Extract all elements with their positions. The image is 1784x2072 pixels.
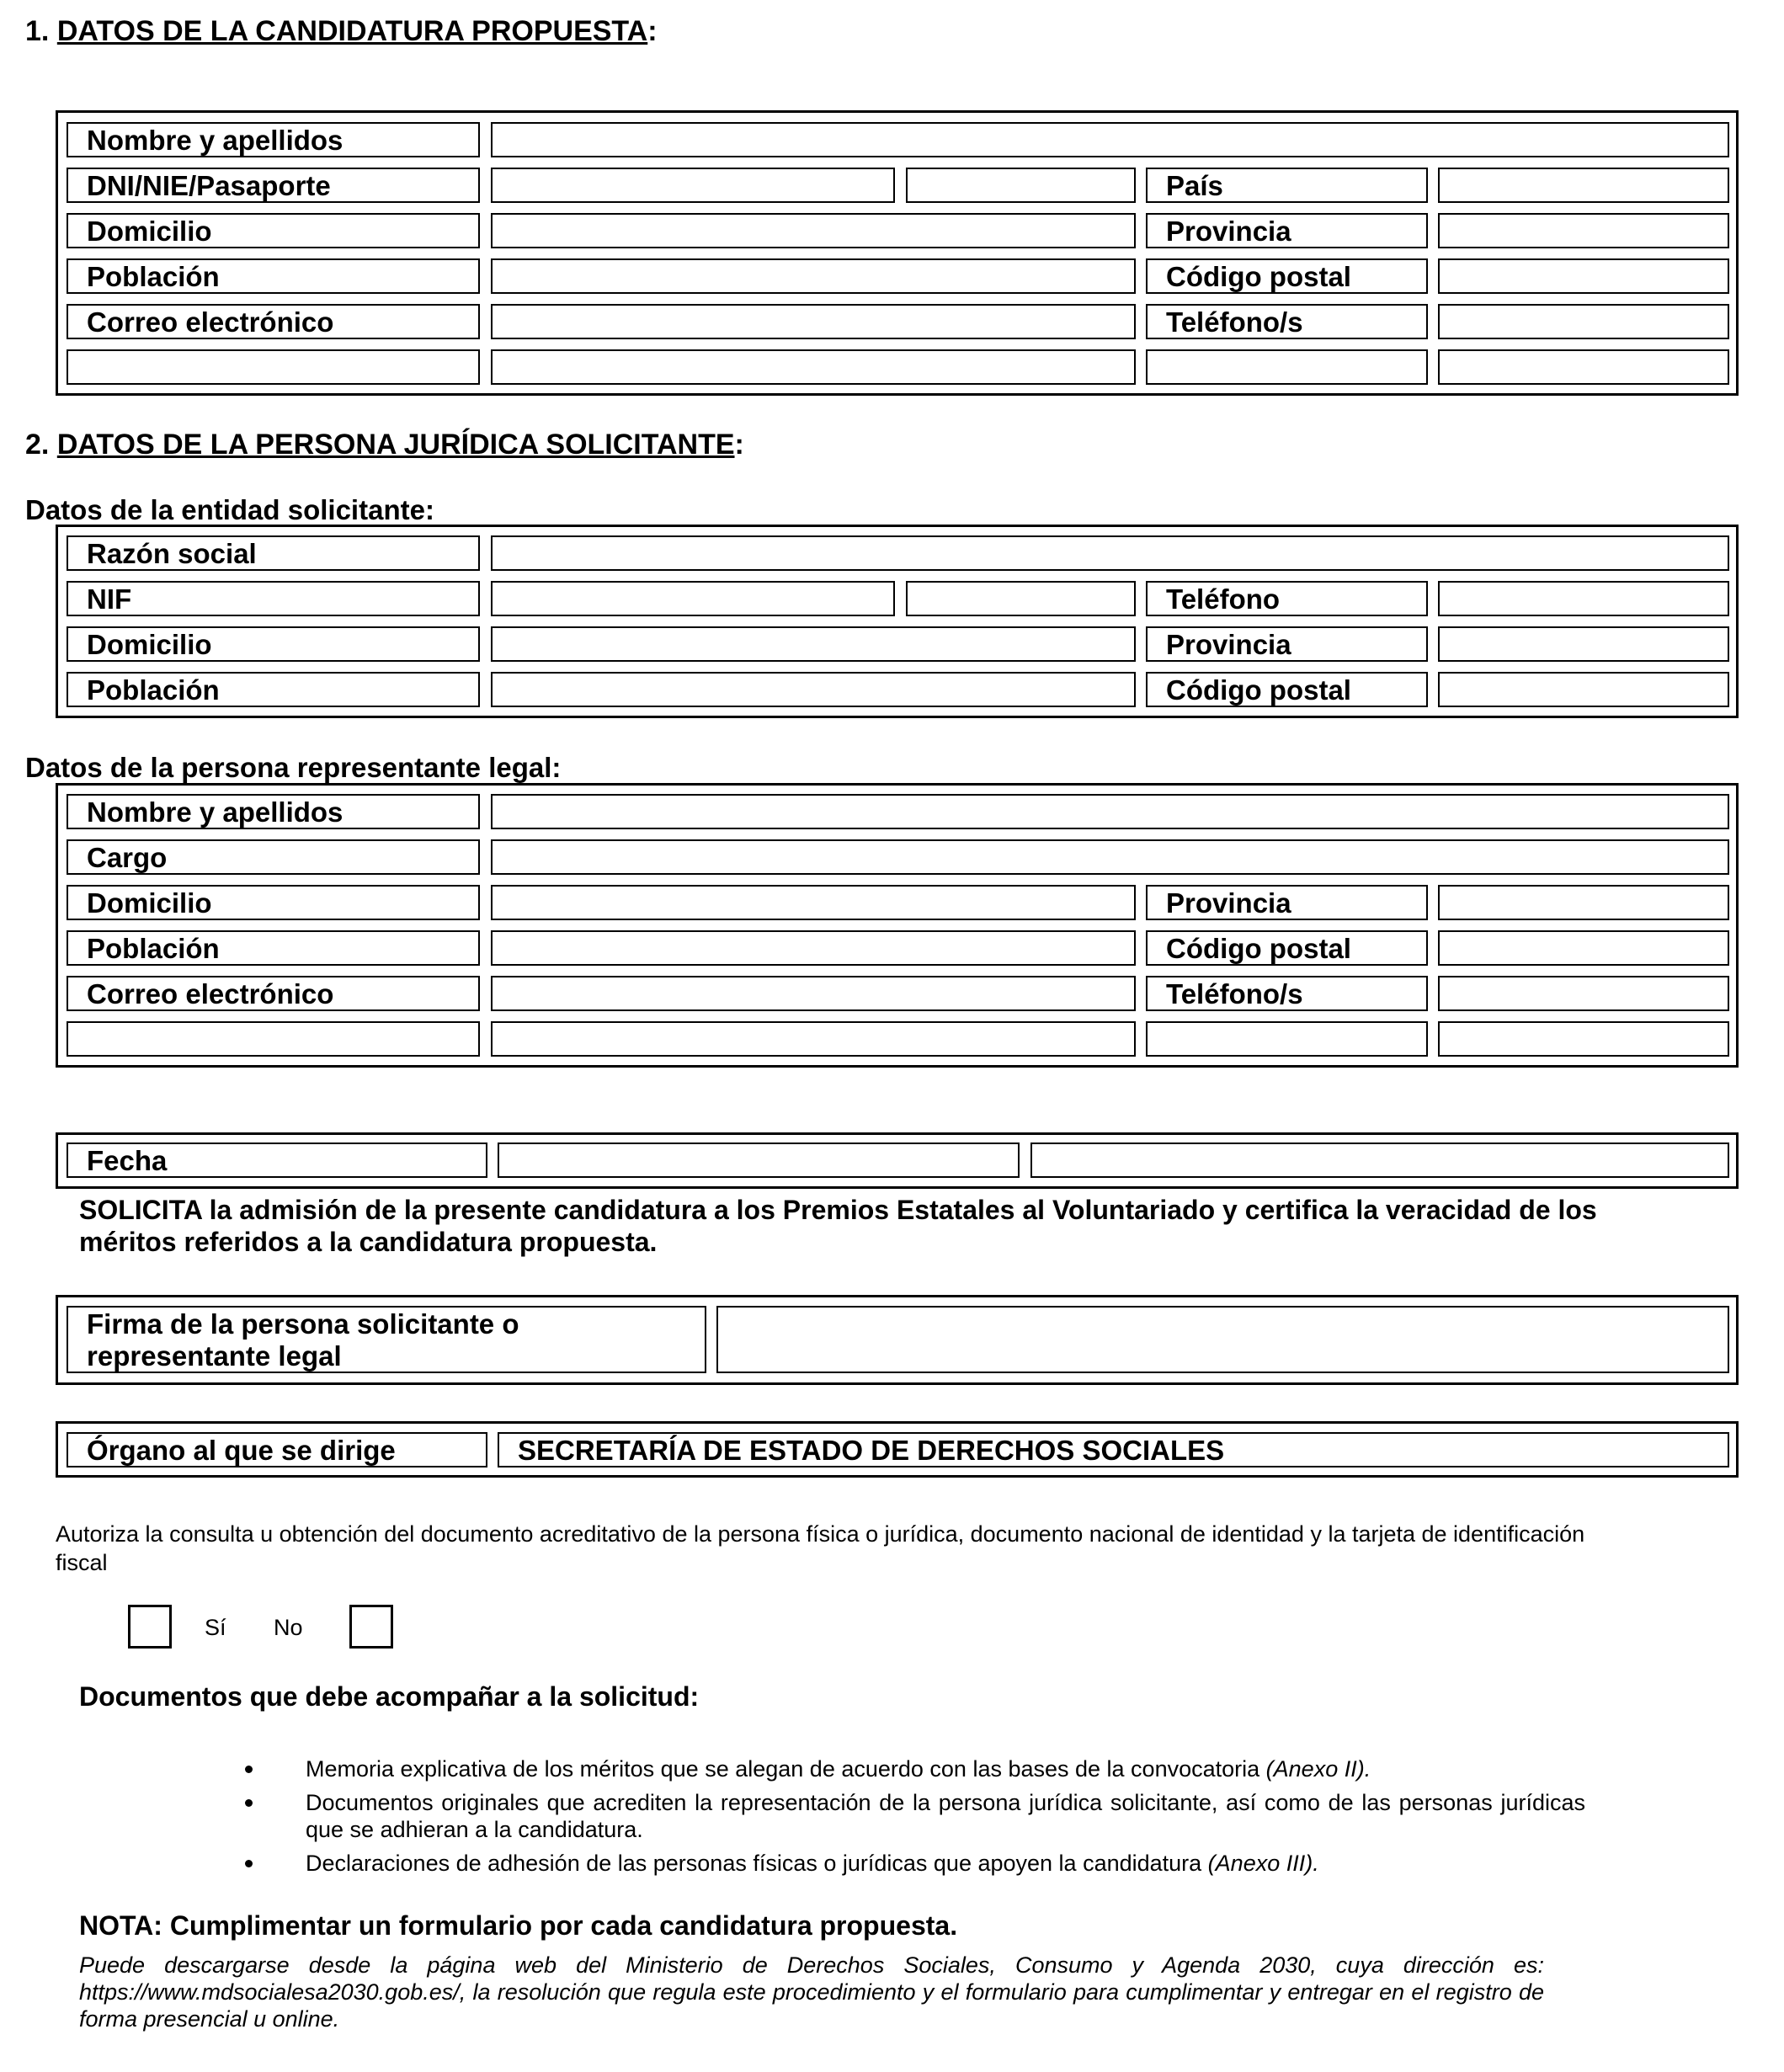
input-domicilio-rep[interactable] [491,885,1136,920]
input-domicilio-entidad[interactable] [491,626,1136,662]
entidad-heading: Datos de la entidad solicitante: [25,494,434,525]
representante-heading: Datos de la persona representante legal: [25,752,562,783]
input-extra-1[interactable] [67,349,480,385]
section-1-title: 1. DATOS DE LA CANDIDATURA PROPUESTA: [25,15,658,47]
documento-ref: (Anexo II). [1265,1756,1371,1782]
input-rep-extra-3[interactable] [1146,1021,1428,1057]
input-provincia[interactable] [1438,213,1729,248]
input-rep-extra-2[interactable] [491,1021,1136,1057]
section-1-number: 1. [25,15,50,47]
input-extra-2[interactable] [491,349,1136,385]
bullet-icon [245,1799,253,1807]
label-poblacion-entidad: Población [67,672,480,707]
input-cp-entidad[interactable] [1438,672,1729,707]
label-poblacion: Población [67,258,480,294]
section-2-title-text: DATOS DE LA PERSONA JURÍDICA SOLICITANTE [56,429,735,461]
input-cp-rep[interactable] [1438,930,1729,966]
documento-text: Declaraciones de adhesión de las personas físicas o jurídicas que apoyen la candidatura [306,1851,1208,1876]
label-no: No [274,1615,303,1640]
label-domicilio-entidad: Domicilio [67,626,480,662]
checkbox-si[interactable] [128,1605,172,1649]
input-poblacion-entidad[interactable] [491,672,1136,707]
input-rep-extra-4[interactable] [1438,1021,1729,1057]
nota-text: Puede descargarse desde la página web del Ministerio de Derechos Sociales, Consumo y Agenda 2030, cuya dirección es: https://www.mdsocialesa2030.gob.es/, la resolución que regula este procedimiento y el formulario para cumplimentar y entregar en el registro de forma presencial u online. [79,1952,1544,2032]
label-codigo-postal: Código postal [1146,258,1428,294]
input-pais[interactable] [1438,168,1729,203]
input-correo-rep[interactable] [491,976,1136,1011]
label-provincia-entidad: Provincia [1146,626,1428,662]
input-correo[interactable] [491,304,1136,339]
label-provincia: Provincia [1146,213,1428,248]
input-provincia-rep[interactable] [1438,885,1729,920]
documento-text: Memoria explicativa de los méritos que se alegan de acuerdo con las bases de la convocatoria [306,1756,1266,1782]
label-nombre-rep: Nombre y apellidos [67,794,480,829]
label-nif: NIF [67,581,480,616]
input-razon-social[interactable] [491,535,1729,571]
documento-item [306,1789,1585,1843]
label-cp-entidad: Código postal [1146,672,1428,707]
label-correo: Correo electrónico [67,304,480,339]
label-telefonos-rep: Teléfono/s [1146,976,1428,1011]
input-extra-3[interactable] [1146,349,1428,385]
section-2-title: 2. DATOS DE LA PERSONA JURÍDICA SOLICITANTE: [25,429,744,461]
input-telefono-entidad[interactable] [1438,581,1729,616]
input-cargo[interactable] [491,839,1729,875]
label-cp-rep: Código postal [1146,930,1428,966]
label-telefono-entidad: Teléfono [1146,581,1428,616]
input-nif[interactable] [491,581,895,616]
label-dni: DNI/NIE/Pasaporte [67,168,480,203]
input-dni[interactable] [491,168,895,203]
input-provincia-entidad[interactable] [1438,626,1729,662]
label-si: Sí [205,1615,226,1640]
label-poblacion-rep: Población [67,930,480,966]
autoriza-text: Autoriza la consulta u obtención del documento acreditativo de la persona física o jurídica, documento nacional de identidad y la tarjeta de identificación fiscal [56,1521,1585,1575]
checkbox-no[interactable] [349,1605,393,1649]
label-nombre: Nombre y apellidos [67,122,480,157]
section-2-number: 2. [25,429,50,461]
documento-ref: (Anexo III). [1207,1851,1319,1876]
organo-value: SECRETARÍA DE ESTADO DE DERECHOS SOCIALES [498,1432,1729,1467]
documento-text: Documentos originales que acrediten la representación de la persona jurídica solicitante, así como de las personas jurídicas que se adhieran a la candidatura. [306,1790,1585,1842]
input-nif-extra[interactable] [906,581,1136,616]
input-extra-4[interactable] [1438,349,1729,385]
input-codigo-postal[interactable] [1438,258,1729,294]
input-telefonos-rep[interactable] [1438,976,1729,1011]
input-nombre[interactable] [491,122,1729,157]
solicita-text: SOLICITA la admisión de la presente candidatura a los Premios Estatales al Voluntariado y certifica la veracidad de los méritos referidos a la candidatura propuesta. [79,1195,1597,1257]
bullet-icon [245,1860,253,1867]
label-provincia-rep: Provincia [1146,885,1428,920]
input-fecha-2[interactable] [1030,1143,1729,1178]
input-fecha-1[interactable] [498,1143,1020,1178]
label-correo-rep: Correo electrónico [67,976,480,1011]
label-organo: Órgano al que se dirige [67,1432,487,1467]
input-poblacion-rep[interactable] [491,930,1136,966]
label-telefonos: Teléfono/s [1146,304,1428,339]
input-dni-extra[interactable] [906,168,1136,203]
label-domicilio: Domicilio [67,213,480,248]
input-poblacion[interactable] [491,258,1136,294]
label-cargo: Cargo [67,839,480,875]
documento-item [306,1850,1585,1877]
documentos-list [306,1755,1585,1883]
input-telefonos[interactable] [1438,304,1729,339]
label-pais: País [1146,168,1428,203]
label-fecha: Fecha [67,1143,487,1178]
input-firma[interactable] [716,1306,1729,1373]
input-nombre-rep[interactable] [491,794,1729,829]
section-1-title-text: DATOS DE LA CANDIDATURA PROPUESTA [56,15,648,47]
documento-item [306,1755,1585,1782]
label-razon-social: Razón social [67,535,480,571]
input-rep-extra-1[interactable] [67,1021,480,1057]
nota-heading: NOTA: Cumplimentar un formulario por cada candidatura propuesta. [79,1910,958,1941]
label-firma: Firma de la persona solicitante o representante legal [67,1306,706,1373]
label-domicilio-rep: Domicilio [67,885,480,920]
documentos-heading: Documentos que debe acompañar a la solicitud: [79,1681,700,1712]
input-domicilio[interactable] [491,213,1136,248]
bullet-icon [245,1766,253,1773]
